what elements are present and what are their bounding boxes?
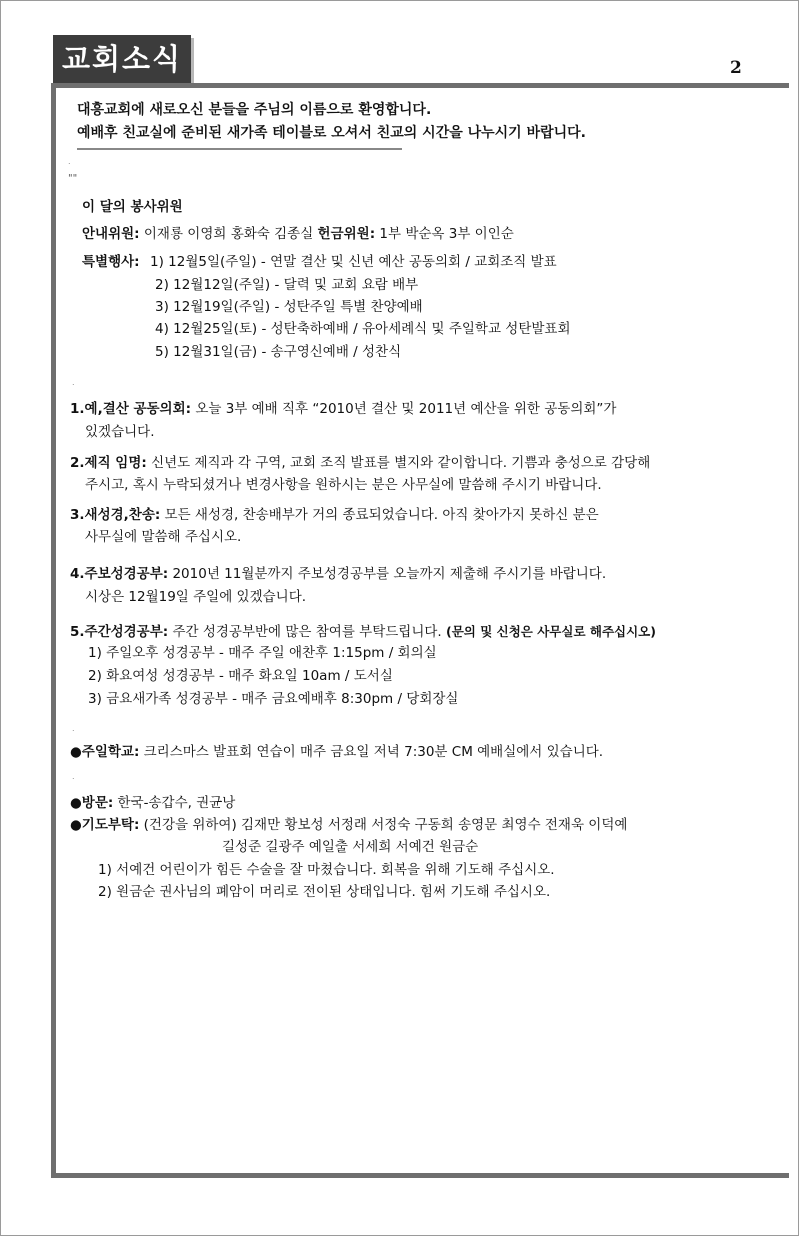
notice-1 [70, 401, 616, 418]
sunday-school [70, 744, 603, 761]
visit [70, 795, 235, 812]
welcome-underline [77, 148, 402, 150]
notice-5-note: (문의 및 신청은 사무실로 해주십시오) [446, 624, 656, 639]
dot-marker: . [72, 724, 75, 733]
offering-names: 1부 박순옥 3부 이인순 [375, 226, 514, 242]
notice-1-cont: 있겠습니다. [85, 424, 155, 440]
prayer-item: 1) 서예건 어린이가 힘든 수술을 잘 마쳤습니다. 회복을 위해 기도해 주십시오. [98, 862, 555, 878]
notice-3-label: 3.새성경,찬송: [70, 507, 161, 523]
sunday-school-label: ●주일학교: [70, 744, 140, 760]
events-label: 특별행사: [82, 254, 140, 270]
study-item: 1) 주일오후 성경공부 - 매주 주일 애찬후 1:15pm / 회의실 [88, 645, 437, 661]
bottom-rule [51, 1173, 789, 1178]
prayer-item: 2) 원금순 권사님의 폐암이 머리로 전이된 상태입니다. 힘써 기도해 주십시오. [98, 884, 551, 900]
notice-4-cont: 시상은 12월19일 주일에 있겠습니다. [85, 589, 307, 605]
notice-2-label: 2.제직 임명: [70, 455, 147, 471]
notice-1-label: 1.예,결산 공동의회: [70, 401, 192, 417]
volunteers-heading: 이 달의 봉사위원 [82, 199, 183, 215]
notice-3-cont: 사무실에 말씀해 주십시오. [85, 529, 242, 545]
notice-2-cont: 주시고, 혹시 누락되셨거나 변경사항을 원하시는 분은 사무실에 말씀해 주시기 바랍니다. [85, 477, 602, 493]
dot-marker: . [72, 378, 75, 387]
event-item: 3) 12월19일(주일) - 성탄주일 특별 찬양예배 [155, 299, 423, 315]
prayer [70, 817, 627, 834]
notice-5 [70, 623, 656, 641]
prayer-label: ●기도부탁: [70, 817, 140, 833]
top-rule [51, 83, 789, 88]
event-item: 2) 12월12일(주일) - 달력 및 교회 요람 배부 [155, 277, 419, 293]
notice-2-text: 신년도 제직과 각 구역, 교회 조직 발표를 별지와 같이합니다. 기쁨과 충성으로 감당해 [146, 455, 651, 471]
welcome-line-2: 예배후 친교실에 준비된 새가족 테이블로 오셔서 친교의 시간을 나누시기 바랍니다. [77, 125, 586, 141]
event-item: 5) 12월31일(금) - 송구영신예배 / 성찬식 [155, 344, 402, 360]
notice-4-text: 2010년 11월분까지 주보성경공부를 오늘까지 제출해 주시기를 바랍니다. [168, 566, 607, 582]
guide-label: 안내위원: [82, 226, 140, 242]
prayer-cont: 길성준 길광주 예일출 서세희 서예건 원금순 [222, 839, 479, 855]
notice-5-text: 주간 성경공부반에 많은 참여를 부탁드립니다. [168, 624, 446, 640]
notice-1-text: 오늘 3부 예배 직후 “2010년 결산 및 2011년 예산을 위한 공동의회”가 [191, 401, 617, 417]
notice-4 [70, 566, 606, 583]
notice-3 [70, 507, 599, 524]
offering-label: 헌금위원: [317, 226, 376, 242]
visit-label: ●방문: [70, 795, 114, 811]
page-number: 2 [730, 58, 742, 78]
study-item: 3) 금요새가족 성경공부 - 매주 금요예배후 8:30pm / 당회장실 [88, 691, 459, 707]
event-item: 4) 12월25일(토) - 성탄축하예배 / 유아세례식 및 주일학교 성탄발표회 [155, 321, 571, 337]
quote-mark: "" [68, 173, 78, 184]
volunteers-line [82, 226, 514, 243]
welcome-line-1: 대흥교회에 새로오신 분들을 주님의 이름으로 환영합니다. [77, 102, 432, 118]
notice-5-label: 5.주간성경공부: [70, 624, 169, 640]
dot-marker: . [68, 157, 71, 166]
study-item: 2) 화요여성 성경공부 - 매주 화요일 10am / 도서실 [88, 668, 393, 684]
section-title: 교회소식 [53, 35, 191, 83]
event-item: 1) 12월5일(주일) - 연말 결산 및 신년 예산 공동의회 / 교회조직 발표 [150, 254, 557, 270]
visit-text: 한국-송갑수, 권균낭 [113, 795, 236, 811]
notice-3-text: 모든 새성경, 찬송배부가 거의 종료되었습니다. 아직 찾아가지 못하신 분은 [160, 507, 599, 523]
left-rule [51, 88, 56, 1178]
prayer-text: (건강을 위하여) 김재만 황보성 서정래 서정숙 구동희 송영문 최영수 전재욱 이덕예 [139, 817, 628, 833]
guide-names: 이재룡 이영희 홍화숙 김종실 [139, 226, 318, 242]
dot-marker: . [72, 772, 75, 781]
notice-4-label: 4.주보성경공부: [70, 566, 169, 582]
sunday-school-text: 크리스마스 발표회 연습이 매주 금요일 저녁 7:30분 CM 예배실에서 있습니다. [139, 744, 604, 760]
notice-2 [70, 455, 650, 472]
